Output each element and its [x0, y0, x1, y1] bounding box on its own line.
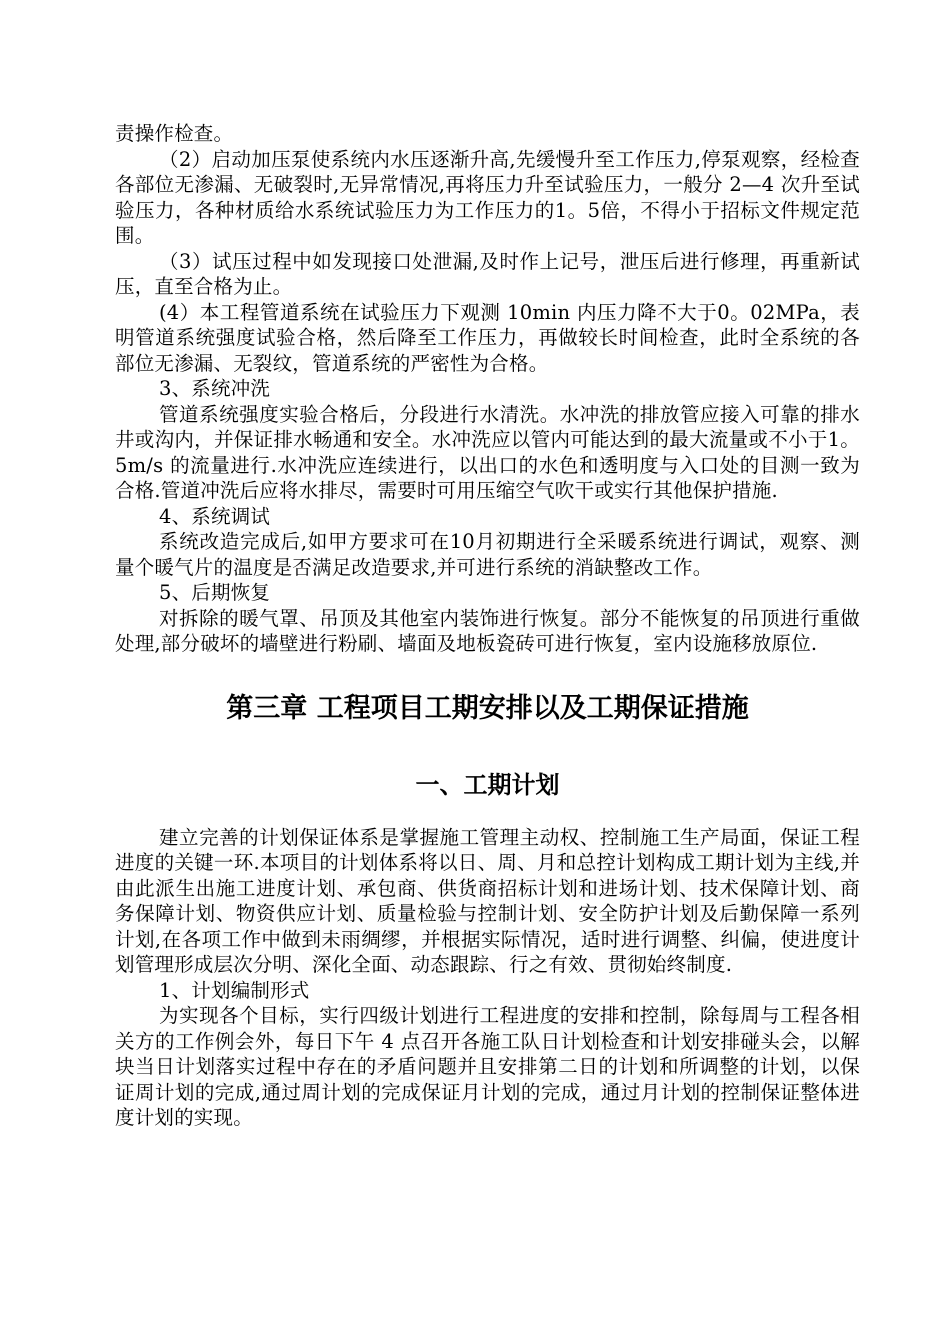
paragraph: （2）启动加压泵使系统内水压逐渐升高,先缓慢升至工作压力,停泵观察，经检查各部位无渗漏、无破裂时,无异常情况,再将压力升至试验压力，一般分 2—4 次升至试验压力，各种材质给水系统试验压力为工作压力的1。5倍，不得小于招标文件规定范围。: [115, 147, 860, 247]
document-body: [115, 121, 860, 1131]
paragraph: 1、计划编制形式: [159, 978, 310, 1002]
paragraph: 管道系统强度实验合格后，分段进行水清洗。水冲洗的排放管应接入可靠的排水井或沟内，并保证排水畅通和安全。水冲洗应以管内可能达到的最大流量或不小于1。5m/s 的流量进行.水冲洗应连续进行，以出口的水色和透明度与入口处的目测一致为合格.管道冲洗后应将水排尽，需要时可用压缩空气吹干或实行其他保护措施.: [115, 402, 860, 502]
paragraph: 建立完善的计划保证体系是掌握施工管理主动权、控制施工生产局面，保证工程进度的关键一环.本项目的计划体系将以日、周、月和总控计划构成工期计划为主线,并由此派生出施工进度计划、承包商、供货商招标计划和进场计划、技术保障计划、商务保障计划、物资供应计划、质量检验与控制计划、安全防护计划及后勤保障一系列计划,在各项工作中做到未雨绸缪，并根据实际情况，适时进行调整、纠偏，使进度计划管理形成层次分明、深化全面、动态跟踪、行之有效、贯彻始终制度.: [115, 825, 860, 976]
paragraph: 4、系统调试: [159, 504, 271, 528]
paragraph: 系统改造完成后,如甲方要求可在10月初期进行全采暖系统进行调试，观察、测量个暖气片的温度是否满足改造要求,并可进行系统的消缺整改工作。: [115, 530, 860, 579]
chapter-title: 第三章 工程项目工期安排以及工期保证措施: [226, 692, 749, 724]
paragraph: 责操作检查。: [115, 122, 234, 145]
paragraph: （3）试压过程中如发现接口处泄漏,及时作上记号，泄压后进行修理，再重新试压，直至合格为止。: [115, 249, 860, 298]
paragraph: 5、后期恢复: [159, 581, 271, 604]
paragraph: 对拆除的暖气罩、吊顶及其他室内装饰进行恢复。部分不能恢复的吊顶进行重做处理,部分破坏的墙壁进行粉刷、墙面及地板瓷砖可进行恢复，室内设施移放原位.: [115, 606, 860, 655]
paragraphs-after: [115, 825, 860, 1131]
section-title: 一、工期计划: [415, 770, 560, 799]
paragraph: (4）本工程管道系统在试验压力下观测 10min 内压力降不大于0。02MPa，表明管道系统强度试验合格，然后降至工作压力，再做较长时间检查，此时全系统的各部位无渗漏、无裂纹，管道系统的严密性为合格。: [115, 300, 860, 375]
paragraph: 为实现各个目标，实行四级计划进行工程进度的安排和控制，除每周与工程各相关方的工作例会外，每日下午 4 点召开各施工队日计划检查和计划安排碰头会，以解块当日计划落实过程中存在的矛盾问题并且安排第二日的计划和所调整的计划，以保证周计划的完成,通过周计划的完成保证月计划的完成，通过月计划的控制保证整体进度计划的实现。: [115, 1004, 860, 1129]
paragraphs-before: [115, 121, 860, 657]
paragraph: 3、系统冲洗: [159, 377, 271, 400]
